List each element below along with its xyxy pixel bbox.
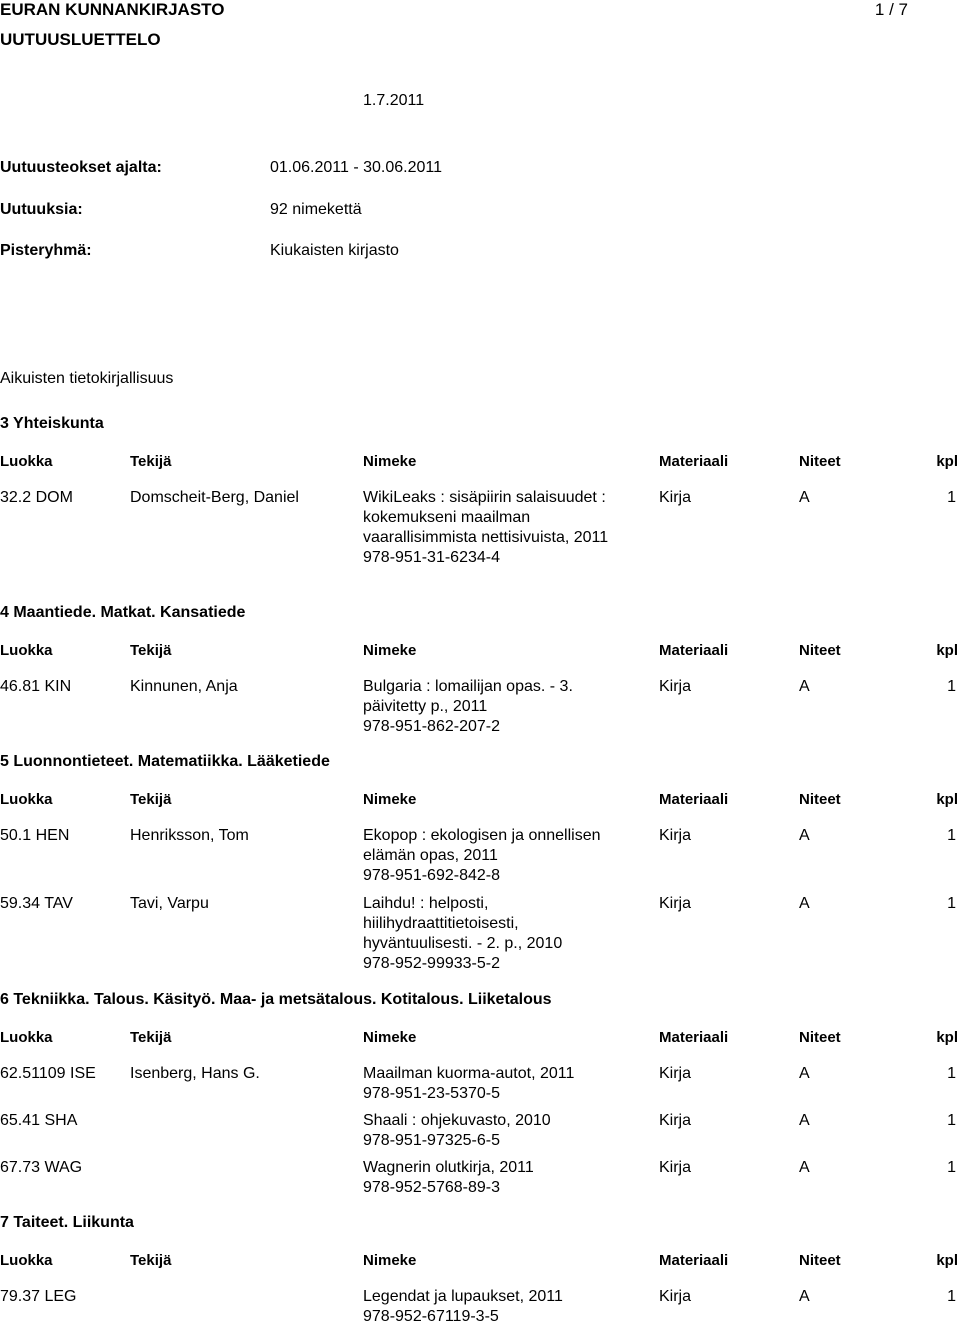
material: Kirja	[659, 678, 692, 695]
title: Maailman kuorma-autot, 2011	[363, 1065, 575, 1082]
column-header-kpl: kpl	[936, 453, 958, 470]
title-cell	[363, 1064, 623, 1104]
copies-count: 1	[947, 895, 956, 912]
group-label: Pisteryhmä:	[0, 242, 92, 259]
material: Kirja	[659, 827, 692, 844]
table-row	[0, 1064, 960, 1111]
table-header	[0, 1251, 960, 1287]
section-title: 7 Taiteet. Liikunta	[0, 1214, 134, 1231]
column-header-nimeke: Nimeke	[363, 791, 417, 808]
material: Kirja	[659, 1159, 692, 1176]
column-header-luokka: Luokka	[0, 1252, 53, 1269]
class-code: 65.41 SHA	[0, 1112, 78, 1129]
column-header-materiaali: Materiaali	[659, 1029, 729, 1046]
table-row	[0, 488, 960, 600]
copies-count: 1	[947, 1065, 956, 1082]
count-label: Uutuuksia:	[0, 201, 83, 218]
column-header-tekija: Tekijä	[130, 1252, 172, 1269]
column-header-tekija: Tekijä	[130, 791, 172, 808]
copies-status: A	[799, 1159, 810, 1176]
section-title: 4 Maantiede. Matkat. Kansatiede	[0, 604, 246, 621]
section-title: 6 Tekniikka. Talous. Käsityö. Maa- ja metsätalous. Kotitalous. Liiketalous	[0, 991, 552, 1008]
column-header-nimeke: Nimeke	[363, 642, 417, 659]
section-maantiede	[0, 601, 960, 749]
column-header-tekija: Tekijä	[130, 453, 172, 470]
title: Laihdu! : helposti, hiilihydraattitietoisesti, hyväntuulisesti. - 2. p., 2010	[363, 895, 563, 952]
author: Domscheit-Berg, Daniel	[130, 489, 299, 506]
column-header-niteet: Niteet	[799, 791, 841, 808]
class-code: 62.51109 ISE	[0, 1065, 96, 1082]
isbn: 978-952-99933-5-2	[363, 955, 500, 972]
title: Wagnerin olutkirja, 2011	[363, 1159, 534, 1176]
material: Kirja	[659, 1112, 692, 1129]
isbn: 978-951-97325-6-5	[363, 1132, 500, 1149]
column-header-niteet: Niteet	[799, 453, 841, 470]
table-row	[0, 1111, 960, 1158]
class-code: 59.34 TAV	[0, 895, 73, 912]
title: Bulgaria : lomailijan opas. - 3. päivitetty p., 2011	[363, 678, 573, 715]
table-header	[0, 641, 960, 677]
isbn: 978-951-692-842-8	[363, 867, 500, 884]
title: Ekopop : ekologisen ja onnellisen elämän opas, 2011	[363, 827, 601, 864]
title-cell	[363, 1287, 623, 1327]
library-name: EURAN KUNNANKIRJASTO	[0, 0, 225, 19]
column-header-niteet: Niteet	[799, 1252, 841, 1269]
class-code: 67.73 WAG	[0, 1159, 83, 1176]
material: Kirja	[659, 489, 692, 506]
column-header-materiaali: Materiaali	[659, 791, 729, 808]
column-header-niteet: Niteet	[799, 1029, 841, 1046]
column-header-luokka: Luokka	[0, 791, 53, 808]
section-yhteiskunta	[0, 412, 960, 600]
table-row	[0, 677, 960, 749]
copies-status: A	[799, 1065, 810, 1082]
column-header-kpl: kpl	[936, 1252, 958, 1269]
column-header-nimeke: Nimeke	[363, 1029, 417, 1046]
period-value: 01.06.2011 - 30.06.2011	[270, 159, 442, 176]
section-luonnontieteet	[0, 750, 960, 984]
document-date: 1.7.2011	[363, 92, 425, 109]
isbn: 978-952-5768-89-3	[363, 1179, 500, 1196]
title-cell	[363, 1158, 623, 1198]
copies-status: A	[799, 678, 810, 695]
column-header-kpl: kpl	[936, 1029, 958, 1046]
class-code: 46.81 KIN	[0, 678, 72, 695]
isbn: 978-951-31-6234-4	[363, 549, 500, 566]
copies-status: A	[799, 1288, 810, 1305]
author: Tavi, Varpu	[130, 895, 209, 912]
copies-count: 1	[947, 1159, 956, 1176]
column-header-tekija: Tekijä	[130, 642, 172, 659]
isbn: 978-951-23-5370-5	[363, 1085, 500, 1102]
copies-count: 1	[947, 678, 956, 695]
main-section-heading: Aikuisten tietokirjallisuus	[0, 370, 174, 387]
title-cell	[363, 488, 623, 568]
title: Shaali : ohjekuvasto, 2010	[363, 1112, 551, 1129]
section-tekniikka	[0, 988, 960, 1216]
isbn: 978-952-67119-3-5	[363, 1308, 499, 1325]
column-header-materiaali: Materiaali	[659, 1252, 729, 1269]
author: Kinnunen, Anja	[130, 678, 238, 695]
material: Kirja	[659, 895, 692, 912]
page-number: 1 / 7	[874, 0, 908, 19]
column-header-materiaali: Materiaali	[659, 453, 729, 470]
column-header-luokka: Luokka	[0, 453, 53, 470]
column-header-materiaali: Materiaali	[659, 642, 729, 659]
table-row	[0, 1158, 960, 1216]
copies-count: 1	[947, 1112, 956, 1129]
group-value: Kiukaisten kirjasto	[270, 242, 399, 259]
copies-status: A	[799, 1112, 810, 1129]
copies-count: 1	[947, 1288, 956, 1305]
title-cell	[363, 894, 623, 974]
title-cell	[363, 677, 623, 737]
column-header-nimeke: Nimeke	[363, 1252, 417, 1269]
material: Kirja	[659, 1288, 692, 1305]
table-row	[0, 826, 960, 894]
section-title: 5 Luonnontieteet. Matematiikka. Lääketiede	[0, 753, 330, 770]
column-header-luokka: Luokka	[0, 1029, 53, 1046]
copies-count: 1	[947, 489, 956, 506]
column-header-kpl: kpl	[936, 642, 958, 659]
period-label: Uutuusteokset ajalta:	[0, 159, 162, 176]
table-header	[0, 452, 960, 488]
section-title: 3 Yhteiskunta	[0, 415, 104, 432]
table-row	[0, 894, 960, 984]
table-header	[0, 790, 960, 826]
count-value: 92 nimekettä	[270, 201, 362, 218]
column-header-luokka: Luokka	[0, 642, 53, 659]
title: WikiLeaks : sisäpiirin salaisuudet : kokemukseni maailman vaarallisimmista nettisivuista, 2011	[363, 489, 609, 546]
title: Legendat ja lupaukset, 2011	[363, 1288, 563, 1305]
isbn: 978-951-862-207-2	[363, 718, 500, 735]
copies-count: 1	[947, 827, 956, 844]
column-header-niteet: Niteet	[799, 642, 841, 659]
column-header-nimeke: Nimeke	[363, 453, 417, 470]
class-code: 79.37 LEG	[0, 1288, 77, 1305]
author: Isenberg, Hans G.	[130, 1065, 260, 1082]
title-cell	[363, 1111, 623, 1151]
copies-status: A	[799, 895, 810, 912]
copies-status: A	[799, 827, 810, 844]
column-header-kpl: kpl	[936, 791, 958, 808]
document-title: UUTUUSLUETTELO	[0, 30, 161, 49]
material: Kirja	[659, 1065, 692, 1082]
column-header-tekija: Tekijä	[130, 1029, 172, 1046]
copies-status: A	[799, 489, 810, 506]
table-row	[0, 1287, 960, 1327]
class-code: 50.1 HEN	[0, 827, 70, 844]
title-cell	[363, 826, 623, 886]
author: Henriksson, Tom	[130, 827, 249, 844]
table-header	[0, 1028, 960, 1064]
section-taiteet	[0, 1211, 960, 1327]
class-code: 32.2 DOM	[0, 489, 73, 506]
